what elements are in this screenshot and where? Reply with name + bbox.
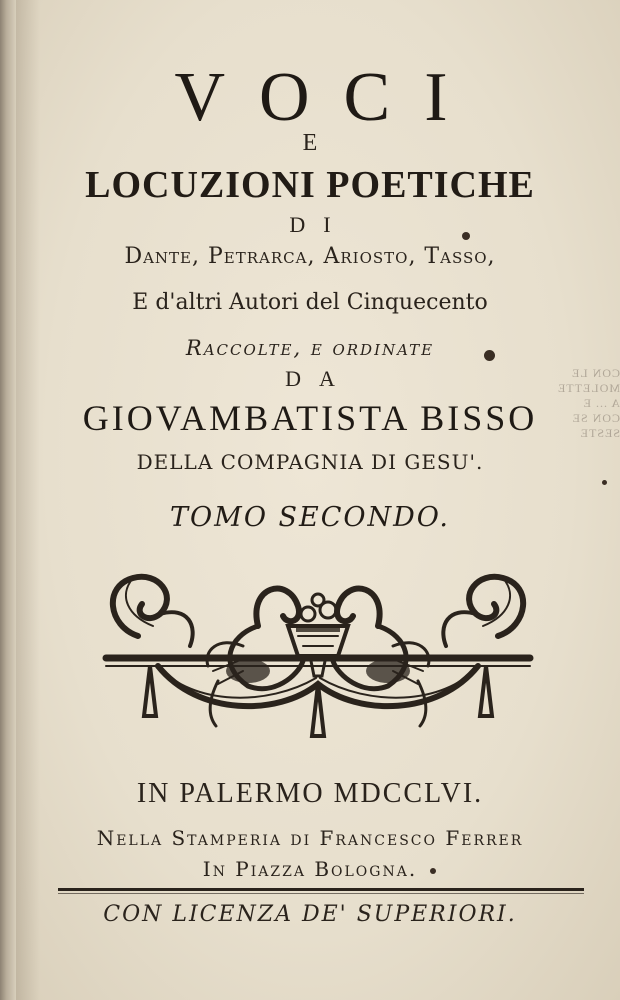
bleed-through-text: CON LE MOLETTE A ... E CON SE SESTE [557, 366, 620, 440]
book-subtitle: LOCUZIONI POETICHE [85, 164, 535, 206]
ink-spot [462, 232, 470, 240]
horizontal-rule-thin [58, 893, 584, 894]
horizontal-rule [58, 888, 584, 891]
preposition-da: DA [285, 366, 353, 391]
author-affiliation: DELLA COMPAGNIA DI GESU'. [136, 450, 484, 474]
book-title: VOCI [174, 59, 482, 136]
license-imprint: CON LICENZA DE' SUPERIORI. [103, 902, 517, 927]
source-authors: Dante, Petrarca, Ariosto, Tasso, [124, 244, 496, 269]
printer-address: In Piazza Bologna. [202, 857, 418, 881]
compiled-note: Raccolte, e ordinate [185, 336, 435, 360]
volume-label: TOMO SECONDO. [170, 502, 450, 533]
ink-spot [484, 350, 495, 361]
floral-ornament-icon [98, 566, 538, 746]
publication-place-date: IN PALERMO MDCCLVI. [136, 778, 484, 809]
other-authors: E d'altri Autori del Cinquecento [132, 290, 488, 315]
printer-name: Nella Stamperia di Francesco Ferrer [96, 826, 524, 850]
preposition-di: DI [289, 212, 349, 237]
ink-spot [430, 868, 436, 874]
title-conjunction: E [302, 130, 318, 156]
ink-spot [602, 480, 607, 485]
author-name: GIOVAMBATISTA BISSO [82, 398, 538, 438]
